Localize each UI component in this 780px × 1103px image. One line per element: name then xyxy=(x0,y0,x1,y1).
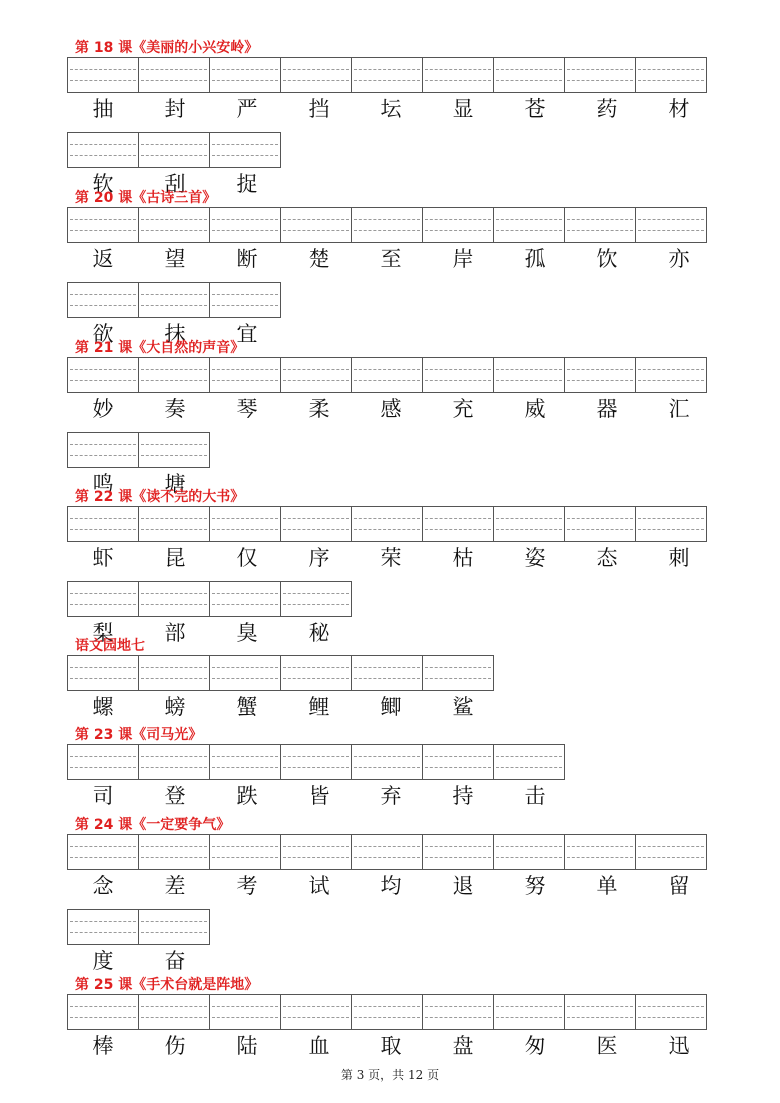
character-row xyxy=(67,244,715,274)
vocab-character: 宜 xyxy=(236,322,258,346)
writing-cell xyxy=(493,207,565,243)
vocab-character: 态 xyxy=(596,546,618,570)
vocab-character: 断 xyxy=(236,247,258,271)
writing-cell xyxy=(209,655,281,691)
vocab-character: 荣 xyxy=(380,546,402,570)
vocab-character: 鲤 xyxy=(308,695,330,719)
writing-grid-row xyxy=(67,744,564,780)
vocab-character: 匆 xyxy=(524,1034,546,1058)
writing-cell xyxy=(67,57,139,93)
writing-cell xyxy=(209,994,281,1030)
writing-cell xyxy=(138,744,210,780)
vocab-character: 单 xyxy=(596,874,618,898)
writing-grid-row xyxy=(67,132,280,168)
writing-cell xyxy=(280,57,352,93)
writing-cell xyxy=(351,506,423,542)
vocab-character: 坛 xyxy=(380,97,402,121)
vocab-character: 陆 xyxy=(236,1034,258,1058)
vocab-character: 刺 xyxy=(668,546,690,570)
vocab-character: 封 xyxy=(164,97,186,121)
writing-cell xyxy=(138,994,210,1030)
vocab-character: 孤 xyxy=(524,247,546,271)
writing-grid-row xyxy=(67,57,706,93)
writing-cell xyxy=(67,282,139,318)
writing-cell xyxy=(138,57,210,93)
vocab-character: 登 xyxy=(164,784,186,808)
vocab-character: 岸 xyxy=(452,247,474,271)
writing-cell xyxy=(422,655,494,691)
writing-cell xyxy=(280,581,352,617)
writing-grid-row xyxy=(67,834,706,870)
writing-cell xyxy=(138,834,210,870)
vocab-character: 皆 xyxy=(308,784,330,808)
writing-cell xyxy=(67,207,139,243)
writing-cell xyxy=(635,207,707,243)
writing-cell xyxy=(67,132,139,168)
lesson-title: 第 21 课《大自然的声音》 xyxy=(75,340,245,356)
vocab-character: 至 xyxy=(380,247,402,271)
character-row xyxy=(67,871,715,901)
vocab-character: 捉 xyxy=(236,172,258,196)
vocab-character: 奋 xyxy=(164,949,186,973)
vocab-character: 击 xyxy=(524,784,546,808)
vocab-character: 严 xyxy=(236,97,258,121)
vocab-character: 迅 xyxy=(668,1034,690,1058)
writing-cell xyxy=(422,506,494,542)
writing-cell xyxy=(209,57,281,93)
writing-grid-row xyxy=(67,506,706,542)
writing-cell xyxy=(280,357,352,393)
writing-cell xyxy=(351,744,423,780)
writing-cell xyxy=(209,744,281,780)
character-row xyxy=(67,781,571,811)
vocab-character: 盘 xyxy=(452,1034,474,1058)
vocab-character: 汇 xyxy=(668,397,690,421)
writing-cell xyxy=(138,132,210,168)
writing-cell xyxy=(422,357,494,393)
vocab-character: 念 xyxy=(92,874,114,898)
vocab-character: 司 xyxy=(92,784,114,808)
writing-cell xyxy=(280,834,352,870)
writing-cell xyxy=(422,834,494,870)
vocab-character: 退 xyxy=(452,874,474,898)
vocab-character: 伤 xyxy=(164,1034,186,1058)
writing-cell xyxy=(67,909,139,945)
writing-cell xyxy=(493,834,565,870)
vocab-character: 鲫 xyxy=(380,695,402,719)
vocab-character: 部 xyxy=(164,621,186,645)
writing-cell xyxy=(280,207,352,243)
writing-cell xyxy=(351,207,423,243)
character-row xyxy=(67,1031,715,1061)
vocab-character: 威 xyxy=(524,397,546,421)
writing-cell xyxy=(422,207,494,243)
vocab-character: 昆 xyxy=(164,546,186,570)
vocab-character: 弃 xyxy=(380,784,402,808)
vocab-character: 梨 xyxy=(92,621,114,645)
vocab-character: 楚 xyxy=(308,247,330,271)
writing-cell xyxy=(67,581,139,617)
writing-cell xyxy=(209,357,281,393)
vocab-character: 妙 xyxy=(92,397,114,421)
vocab-character: 材 xyxy=(668,97,690,121)
vocab-character: 鸣 xyxy=(92,472,114,496)
vocab-character: 显 xyxy=(452,97,474,121)
vocab-character: 仅 xyxy=(236,546,258,570)
vocab-character: 刮 xyxy=(164,172,186,196)
writing-cell xyxy=(138,207,210,243)
writing-grid-row xyxy=(67,207,706,243)
writing-cell xyxy=(67,834,139,870)
writing-cell xyxy=(67,357,139,393)
lesson-title: 第 18 课《美丽的小兴安岭》 xyxy=(75,40,259,56)
vocab-character: 亦 xyxy=(668,247,690,271)
writing-grid-row xyxy=(67,432,209,468)
lesson-title: 语文园地七 xyxy=(75,638,145,654)
writing-grid-row xyxy=(67,909,209,945)
writing-cell xyxy=(351,57,423,93)
vocab-character: 抽 xyxy=(92,97,114,121)
writing-cell xyxy=(67,432,139,468)
writing-cell xyxy=(422,744,494,780)
vocab-character: 序 xyxy=(308,546,330,570)
writing-grid-row xyxy=(67,655,493,691)
writing-cell xyxy=(67,744,139,780)
vocab-character: 血 xyxy=(308,1034,330,1058)
writing-cell xyxy=(564,57,636,93)
vocab-character: 抹 xyxy=(164,322,186,346)
page-footer: 第 3 页，共 12 页 xyxy=(340,1068,440,1082)
vocab-character: 挡 xyxy=(308,97,330,121)
vocab-character: 努 xyxy=(524,874,546,898)
writing-cell xyxy=(209,282,281,318)
writing-cell xyxy=(280,994,352,1030)
vocab-character: 螺 xyxy=(92,695,114,719)
writing-cell xyxy=(493,506,565,542)
writing-cell xyxy=(564,834,636,870)
writing-cell xyxy=(138,506,210,542)
writing-cell xyxy=(138,909,210,945)
writing-cell xyxy=(280,655,352,691)
vocab-character: 鲨 xyxy=(452,695,474,719)
vocab-character: 秘 xyxy=(308,621,330,645)
writing-cell xyxy=(635,506,707,542)
vocab-character: 取 xyxy=(380,1034,402,1058)
vocab-character: 欲 xyxy=(92,322,114,346)
writing-cell xyxy=(564,207,636,243)
writing-cell xyxy=(138,282,210,318)
vocab-character: 均 xyxy=(380,874,402,898)
writing-cell xyxy=(280,744,352,780)
writing-cell xyxy=(209,834,281,870)
writing-cell xyxy=(138,581,210,617)
lesson-title: 第 20 课《古诗三首》 xyxy=(75,190,217,206)
writing-cell xyxy=(209,581,281,617)
vocab-character: 试 xyxy=(308,874,330,898)
writing-cell xyxy=(493,744,565,780)
vocab-character: 臭 xyxy=(236,621,258,645)
writing-cell xyxy=(422,57,494,93)
vocab-character: 螃 xyxy=(164,695,186,719)
vocab-character: 持 xyxy=(452,784,474,808)
writing-cell xyxy=(564,357,636,393)
writing-cell xyxy=(493,57,565,93)
vocab-character: 软 xyxy=(92,172,114,196)
lesson-title: 第 22 课《读不完的大书》 xyxy=(75,489,245,505)
writing-cell xyxy=(209,207,281,243)
vocab-character: 虾 xyxy=(92,546,114,570)
lesson-title: 第 25 课《手术台就是阵地》 xyxy=(75,977,259,993)
vocab-character: 考 xyxy=(236,874,258,898)
writing-cell xyxy=(635,834,707,870)
vocab-character: 留 xyxy=(668,874,690,898)
vocab-character: 器 xyxy=(596,397,618,421)
vocab-character: 枯 xyxy=(452,546,474,570)
character-row xyxy=(67,543,715,573)
writing-cell xyxy=(422,994,494,1030)
writing-cell xyxy=(209,506,281,542)
writing-cell xyxy=(280,506,352,542)
vocab-character: 望 xyxy=(164,247,186,271)
writing-cell xyxy=(67,994,139,1030)
vocab-character: 感 xyxy=(380,397,402,421)
writing-grid-row xyxy=(67,581,351,617)
writing-grid-row xyxy=(67,357,706,393)
vocab-character: 药 xyxy=(596,97,618,121)
writing-cell xyxy=(351,357,423,393)
writing-cell xyxy=(564,994,636,1030)
vocab-character: 奏 xyxy=(164,397,186,421)
vocab-character: 差 xyxy=(164,874,186,898)
vocab-character: 饮 xyxy=(596,247,618,271)
vocab-character: 棒 xyxy=(92,1034,114,1058)
writing-cell xyxy=(351,655,423,691)
writing-cell xyxy=(493,357,565,393)
writing-cell xyxy=(138,655,210,691)
writing-cell xyxy=(564,506,636,542)
vocab-character: 医 xyxy=(596,1034,618,1058)
vocab-character: 跌 xyxy=(236,784,258,808)
vocab-character: 返 xyxy=(92,247,114,271)
writing-cell xyxy=(635,357,707,393)
writing-cell xyxy=(138,357,210,393)
vocab-character: 塘 xyxy=(164,472,186,496)
writing-cell xyxy=(351,994,423,1030)
writing-cell xyxy=(138,432,210,468)
writing-cell xyxy=(493,994,565,1030)
vocab-character: 度 xyxy=(92,949,114,973)
vocab-character: 充 xyxy=(452,397,474,421)
writing-cell xyxy=(351,834,423,870)
character-row xyxy=(67,394,715,424)
vocab-character: 姿 xyxy=(524,546,546,570)
writing-grid-row xyxy=(67,994,706,1030)
vocab-character: 蟹 xyxy=(236,695,258,719)
lesson-title: 第 24 课《一定要争气》 xyxy=(75,817,231,833)
writing-cell xyxy=(67,506,139,542)
character-row xyxy=(67,692,499,722)
writing-cell xyxy=(635,57,707,93)
vocab-character: 苍 xyxy=(524,97,546,121)
character-row xyxy=(67,946,211,976)
writing-cell xyxy=(635,994,707,1030)
writing-cell xyxy=(67,655,139,691)
lesson-title: 第 23 课《司马光》 xyxy=(75,727,203,743)
writing-grid-row xyxy=(67,282,280,318)
vocab-character: 琴 xyxy=(236,397,258,421)
character-row xyxy=(67,94,715,124)
vocab-character: 柔 xyxy=(308,397,330,421)
writing-cell xyxy=(209,132,281,168)
